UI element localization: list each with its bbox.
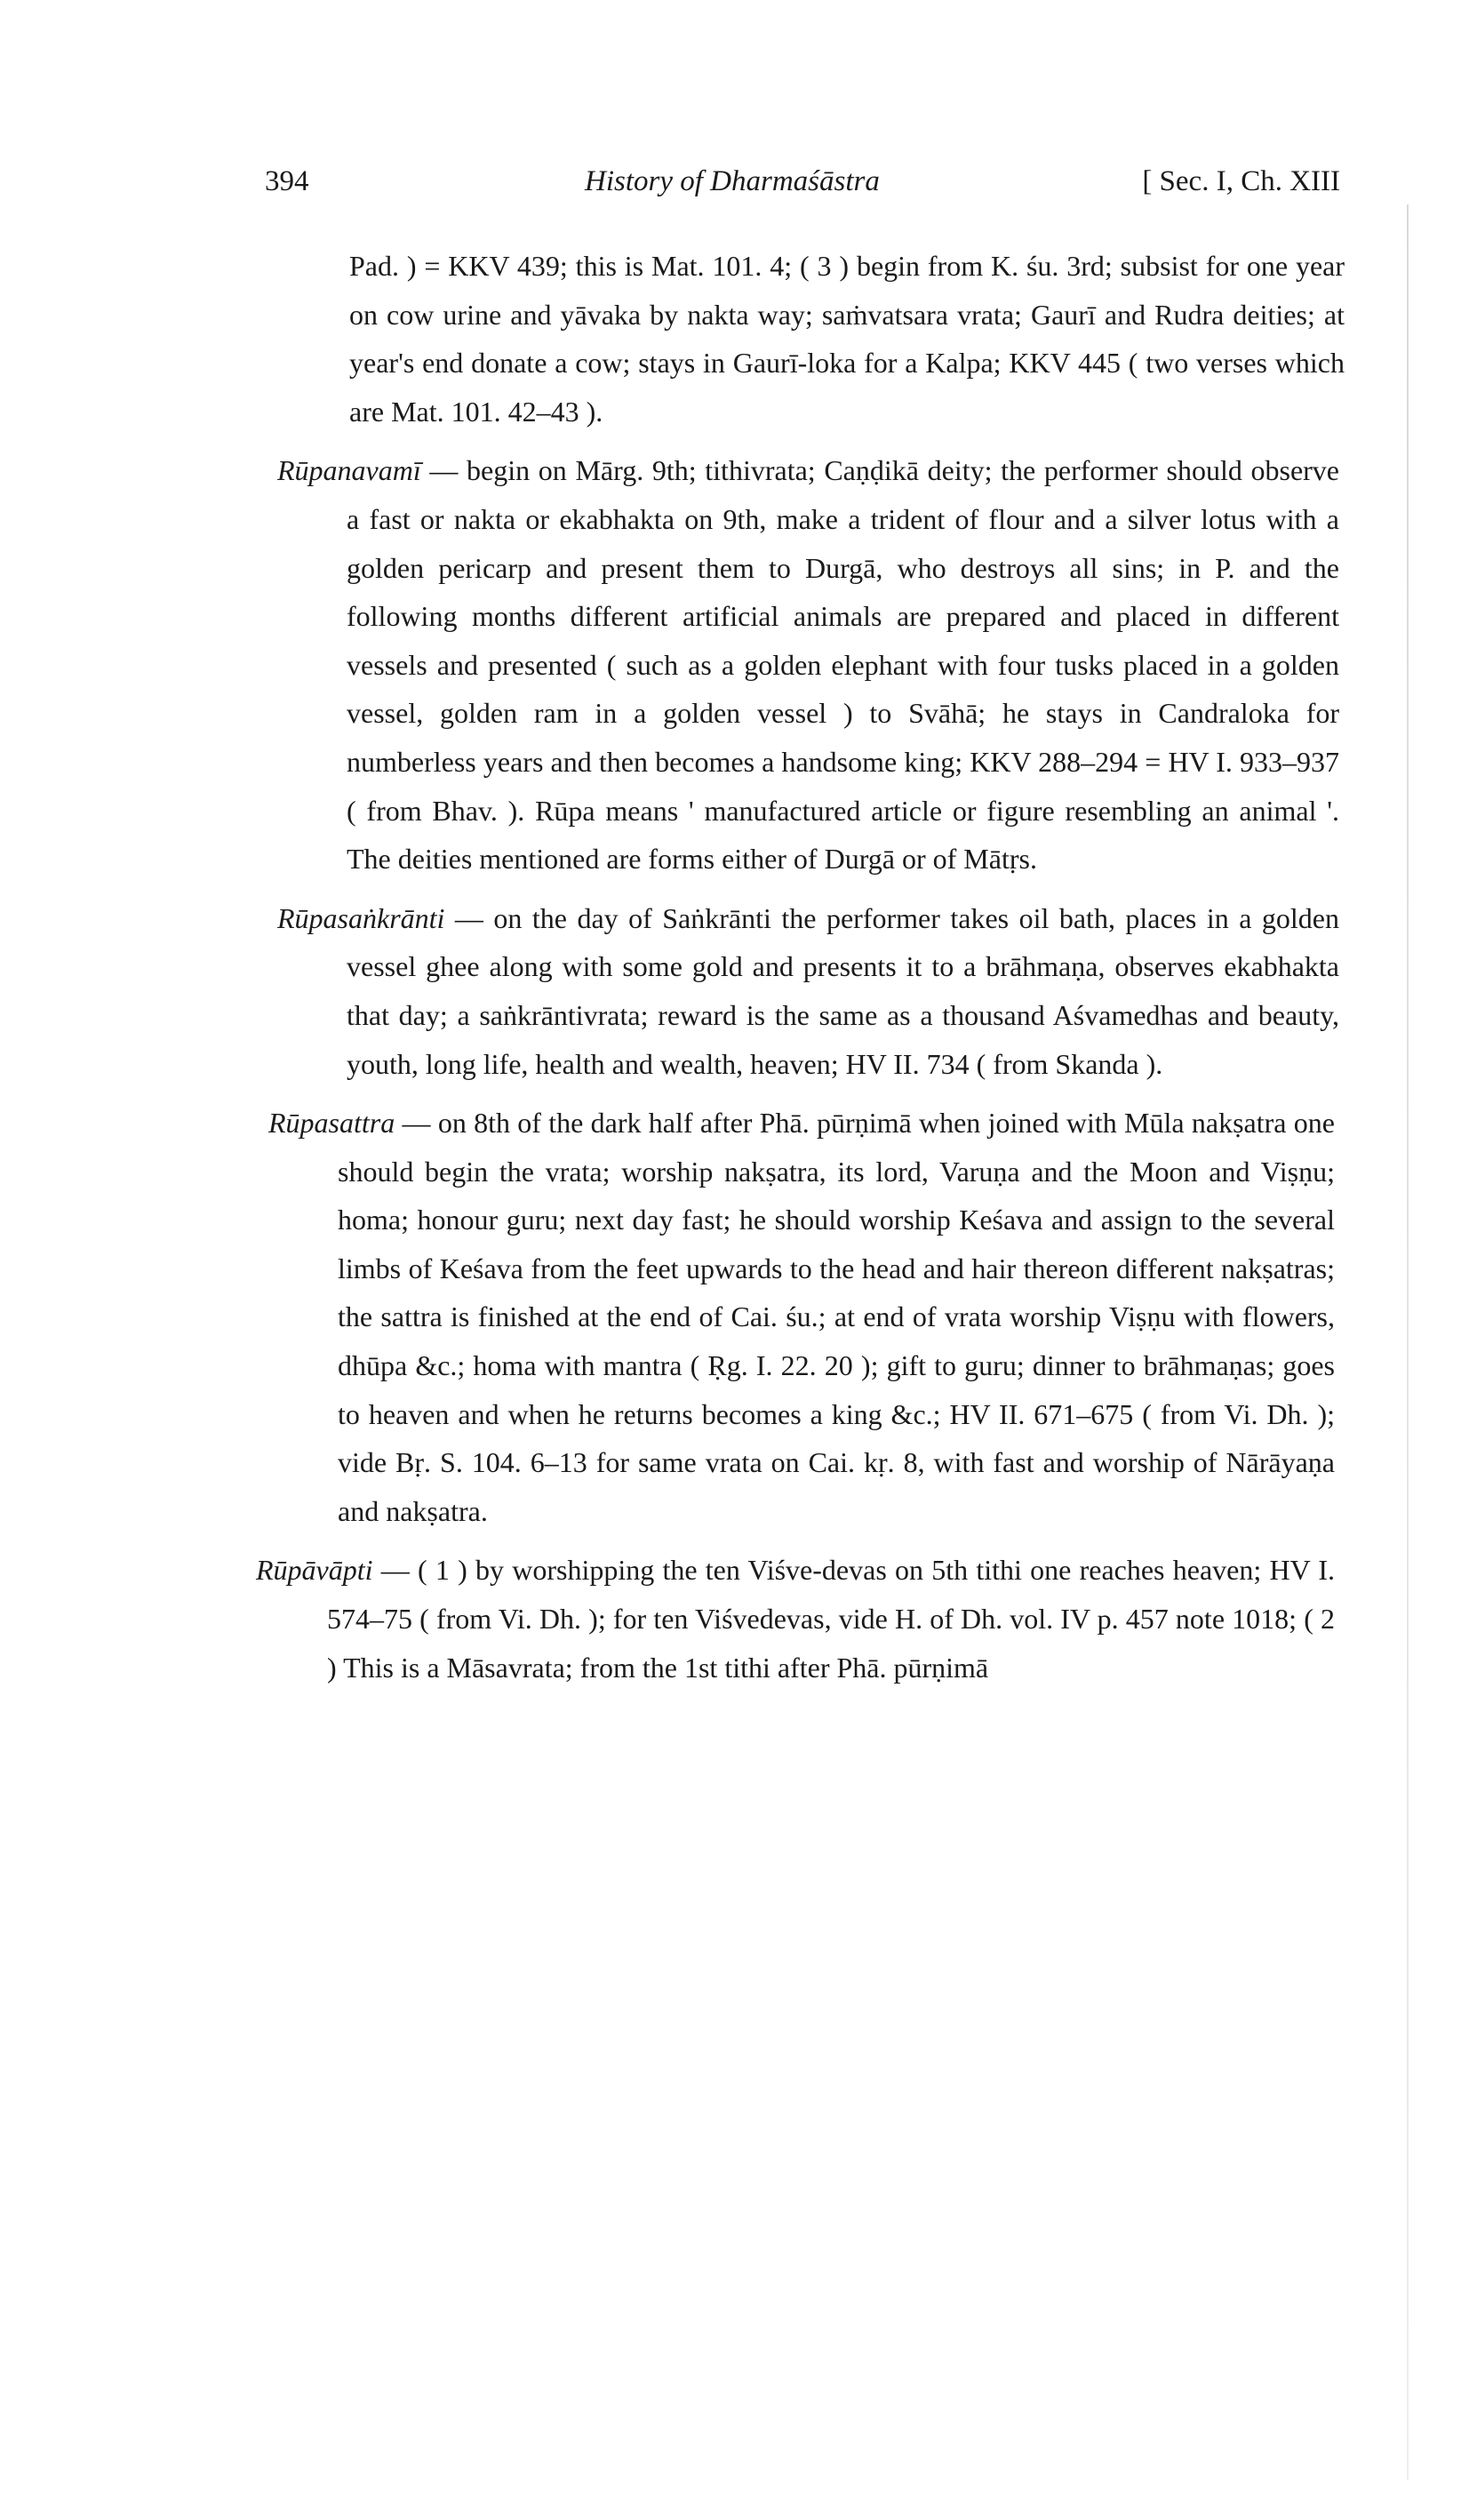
entry-text: — on the day of Saṅkrānti the performer takes oil bath, places in a golden vessel ghee along with some gold and presents it to a brāhmaṇa, observes ekabhakta that day; a saṅkrāntivrata; reward is the same as a thousand Aśvamedhas and beauty, youth, long life, health and wealth, heaven; HV II. 734 ( from Skanda ).: [347, 901, 1339, 1080]
entry-rupavapti: [0, 1546, 1335, 1692]
entry-rupasattra: [0, 1099, 1335, 1535]
page-number: 394: [265, 165, 309, 197]
entry-text: — begin on Mārg. 9th; tithivrata; Caṇḍikā deity; the performer should observe a fast or nakta or ekabhakta on 9th, make a trident of flour and a silver lotus with a golden pericarp and present them to Durgā, who destroys all sins; in P. and the following months different artificial animals are prepared and placed in different vessels and presented ( such as a golden elephant with four tusks placed in a golden vessel, golden ram in a golden vessel ) to Svāhā; he stays in Candraloka for numberless years and then becomes a handsome king; KKV 288–294 = HV I. 933–937 ( from Bhav. ). Rūpa means ' manufactured article or figure resembling an animal '. The deities mentioned are forms either of Durgā or of Mātṛs.: [347, 454, 1339, 876]
entry-headword: Rūpasaṅkrānti: [277, 901, 445, 934]
entry-rupasankranti: [0, 894, 1339, 1088]
entry-text: Pad. ) = KKV 439; this is Mat. 101. 4; ( 3 ) begin from K. śu. 3rd; subsist for one year on cow urine and yāvaka by nakta way; saṁvatsara vrata; Gaurī and Rudra deities; at year's end donate a cow; stays in Gaurī-loka for a Kalpa; KKV 445 ( two verses which are Mat. 101. 42–43 ).: [349, 250, 1345, 428]
section-reference: [ Sec. I, Ch. XIII: [1142, 165, 1340, 197]
entry-headword: Rūpanavamī: [277, 454, 421, 487]
book-title: History of Dharmaśāstra: [585, 165, 880, 197]
running-head: [265, 165, 1340, 210]
entry-headword: Rūpāvāpti: [256, 1554, 373, 1587]
scan-margin-line: [1407, 204, 1409, 2480]
entry-text: — on 8th of the dark half after Phā. pūrṇimā when joined with Mūla nakṣatra one should begin the vrata; worship nakṣatra, its lord, Varuṇa and the Moon and Viṣṇu; homa; honour guru; next day fast; he should worship Keśava and assign to the several limbs of Keśava from the feet upwards to the head and hair thereon different nakṣatras; the sattra is finished at the end of Cai. śu.; at end of vrata worship Viṣṇu with flowers, dhūpa &c.; homa with mantra ( Ṛg. I. 22. 20 ); gift to guru; dinner to brāhmaṇas; goes to heaven and when he returns becomes a king &c.; HV II. 671–675 ( from Vi. Dh. ); vide Bṛ. S. 104. 6–13 for same vrata on Cai. kṛ. 8, with fast and worship of Nārāyaṇa and nakṣatra.: [338, 1107, 1335, 1527]
entry-rupanavami: [0, 446, 1339, 883]
entry-headword: Rūpasattra: [268, 1107, 395, 1140]
body-text: [0, 242, 1469, 1702]
entry-continued: [0, 242, 1345, 436]
entry-text: — ( 1 ) by worshipping the ten Viśve-devas on 5th tithi one reaches heaven; HV I. 574–75 ( from Vi. Dh. ); for ten Viśvedevas, vide H. of Dh. vol. IV p. 457 note 1018; ( 2 ) This is a Māsavrata; from the 1st tithi after Phā. pūrṇimā: [327, 1554, 1335, 1684]
